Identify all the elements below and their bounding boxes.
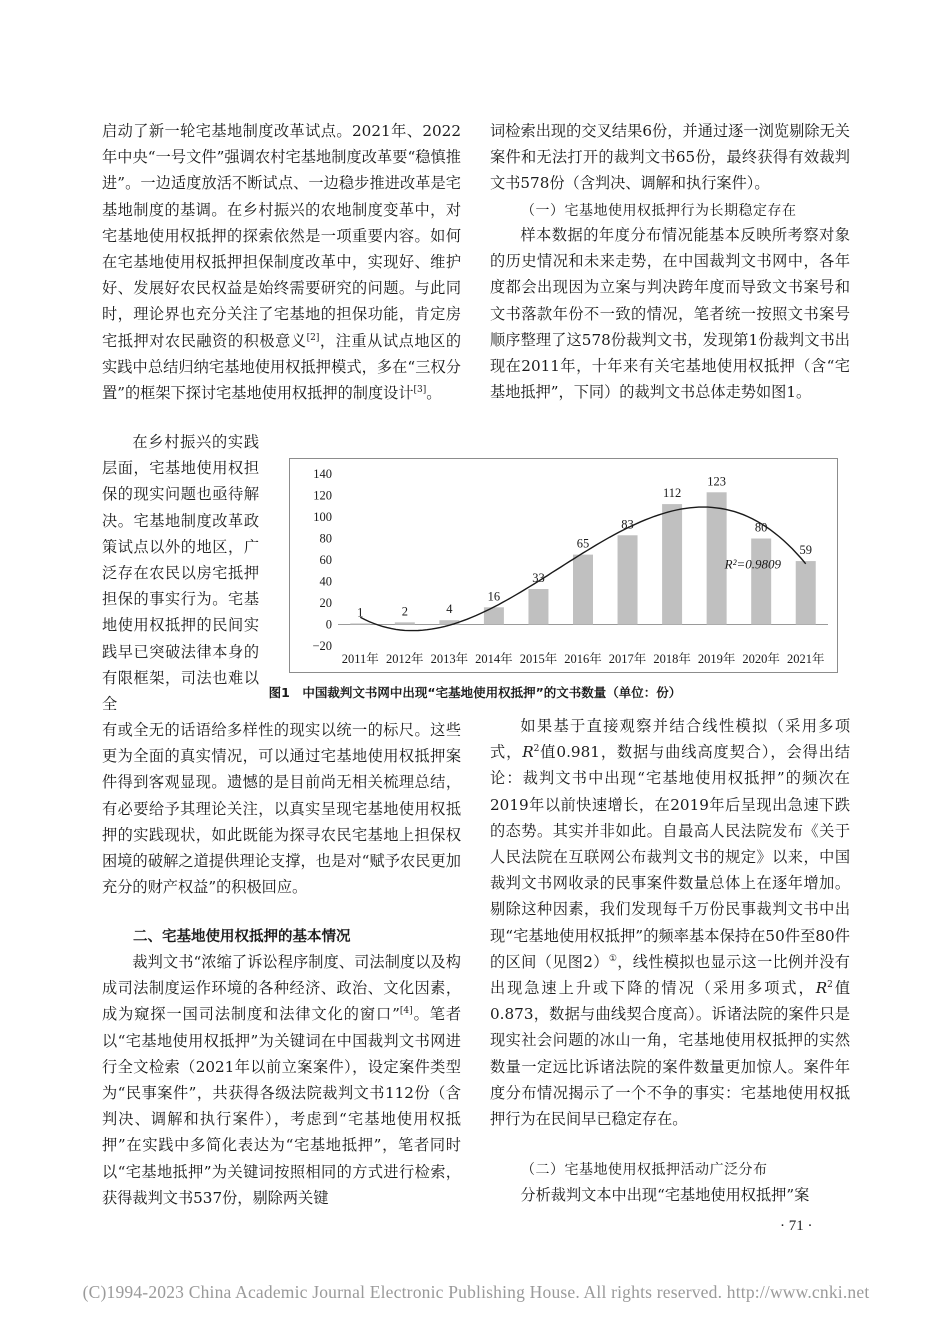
data-label: 59	[799, 543, 812, 558]
bar-2018年	[662, 504, 682, 624]
left-para-2-wide: 有或全无的话语给多样性的现实以统一的标尺。这些更为全面的真实情况，可以通过宅基地使用权抵押案件得到客观显现。遗憾的是目前尚无相关梳理总结，有必要给予其理论关注，以真实呈现宅基地使用权抵押的实践现状，如此既能为探寻农民宅基地上担保权困境的破解之道提供理论支撑，也是对“赋予农民更加充分的财产权益”的积极回应。	[102, 721, 461, 897]
citation-4: [4]	[399, 1006, 413, 1017]
y-tick-label: 40	[319, 574, 332, 589]
x-tick-label: 2021年	[786, 652, 825, 666]
x-tick-label: 2015年	[519, 652, 558, 666]
data-label: 80	[754, 520, 768, 535]
data-label: 83	[621, 517, 634, 532]
data-label: 16	[487, 589, 501, 604]
bar-2017年	[618, 535, 638, 624]
x-tick-label: 2011年	[341, 652, 379, 666]
x-tick-label: 2013年	[430, 652, 469, 666]
bar-2015年	[528, 589, 548, 624]
bar-2020年	[751, 539, 771, 625]
data-label: 123	[707, 474, 727, 489]
copyright-footer: (C)1994-2023 China Academic Journal Electronic Publishing House. All rights reserved. http://www.cnki.net	[82, 1282, 870, 1302]
bar-2012年	[395, 622, 415, 624]
y-tick-label: 80	[319, 531, 332, 546]
left-para-3: 裁判文书“浓缩了诉讼程序制度、司法制度以及构成司法制度运作环境的各种经济、政治、文化因素，成为窥探一国司法制度和法律文化的窗口”[4]。笔者以“宅基地使用权抵押”为关键词在中国裁判文书网进行全文检索（2021年以前立案案件），设定案件类型为“民事案件”，共获得各级法院裁判文书112份（含判决、调解和执行案件），考虑到“宅基地使用权抵押”在实践中多简化表达为“宅基地抵押”，笔者同时以“宅基地抵押”为关键词按照相同的方式进行检索，获得裁判文书537份，剔除两关键	[102, 953, 462, 1207]
data-label: 4	[446, 602, 453, 617]
data-label: 33	[532, 571, 545, 586]
x-tick-label: 2017年	[608, 652, 647, 666]
x-tick-label: 2014年	[475, 652, 513, 666]
right-para-1: 词检索出现的交叉结果6份，并通过逐一浏览剔除无关案件和无法打开的裁判文书65份，最终获得有效裁判文书578份（含判决、调解和执行案件）。	[490, 122, 850, 193]
right-para-3: 如果基于直接观察并结合线性模拟（采用多项式，$R^2$值0.981，数据与曲线高度契合），会得出结论：裁判文书中出现“宅基地使用权抵押”的频次在2019年以前快速增长，在2019年后呈现出急速下跌的态势。其实并非如此。自最高人民法院发布《关于人民法院在互联网公布裁判文书的规定》以来，中国裁判文书网收录的民事案件数量总体上在逐年增加。剔除这种因素，我们发现每千万份民事裁判文书中出现“宅基地使用权抵押”的频率基本保持在50件至80件的区间（见图2）①，线性模拟也显示这一比例并没有出现急速上升或下降的情况（采用多项式，$R^2$值0.873，数据与曲线契合度高）。诉诸法院的案件只是现实社会问题的冰山一角，宅基地使用权抵押的实然数量一定远比诉诸法院的案件数量更加惊人。案件年度分布情况揭示了一个不争的事实：宅基地使用权抵押行为在民间早已稳定存在。	[490, 717, 851, 1129]
section-2-heading: 二、宅基地使用权抵押的基本情况	[133, 929, 351, 945]
citation-2: [2]	[306, 332, 320, 343]
x-tick-label: 2012年	[386, 652, 424, 666]
subheading-1: （一）宅基地使用权抵押行为长期稳定存在	[521, 203, 797, 219]
bar-2021年	[796, 561, 816, 624]
y-tick-label: 100	[313, 510, 332, 524]
x-tick-label: 2016年	[564, 652, 602, 666]
y-tick-label: 60	[319, 553, 332, 567]
page-number: · 71 ·	[780, 1218, 813, 1234]
y-tick-label: 120	[313, 488, 332, 503]
x-tick-label: 2020年	[742, 652, 780, 666]
bar-2016年	[573, 555, 593, 625]
r-squared-label: R²=0.9809	[724, 556, 782, 572]
x-tick-label: 2019年	[697, 652, 736, 666]
subheading-2: （二）宅基地使用权抵押活动广泛分布	[521, 1162, 768, 1178]
footnote-1: ①	[608, 953, 618, 964]
right-para-2: 样本数据的年度分布情况能基本反映所考察对象的历史情况和未来走势，在中国裁判文书网中，各年度都会出现因为立案与判决跨年度而导致文书案号和文书落款年份不一致的情况，笔者统一按照文书案号顺序整理了这578份裁判文书，发现第1份裁判文书出现在2011年，十年来有关宅基地使用权抵押（含“宅基地抵押”，下同）的裁判文书总体走势如图1。	[490, 226, 850, 402]
y-tick-label: 140	[313, 467, 332, 481]
left-para-1: 启动了新一轮宅基地制度改革试点。2021年、2022年中央“一号文件”强调农村宅基地制度改革要“稳慎推进”。一边适度放活不断试点、一边稳步推进改革是宅基地制度的基调。在乡村振兴的农地制度变革中，对宅基地使用权抵押的探索依然是一项重要内容。如何在宅基地使用权抵押担保制度改革中，实现好、维护好、发展好农民权益是始终需要研究的问题。与此同时，理论界也充分关注了宅基地的担保功能，肯定房宅抵押对农民融资的积极意义[2]，注重从试点地区的实践中总结归纳宅基地使用权抵押模式，多在“三权分置”的框架下探讨宅基地使用权抵押的制度设计[3]。	[102, 122, 462, 403]
bar-2019年	[707, 492, 727, 624]
data-label: 112	[662, 486, 682, 501]
data-label: 2	[401, 604, 408, 619]
bar-chart	[290, 459, 837, 672]
figure-1-chart	[289, 458, 838, 673]
y-tick-label: 0	[325, 617, 332, 632]
y-tick-label: −20	[312, 639, 332, 653]
x-tick-label: 2018年	[653, 652, 691, 666]
data-label: 65	[576, 536, 590, 551]
y-tick-label: 20	[319, 596, 332, 610]
citation-3: [3]	[413, 384, 427, 395]
data-label: 1	[357, 605, 364, 620]
right-para-4: 分析裁判文本中出现“宅基地使用权抵押”案	[520, 1186, 810, 1204]
left-para-2-narrow: 在乡村振兴的实践层面，宅基地使用权担保的现实问题也亟待解决。宅基地制度改革政策试点以外的地区，广泛存在农民以房宅抵押担保的事实行为。宅基地使用权抵押的民间实践早已突破法律本身的有限框架，司法也难以全	[102, 433, 259, 714]
bar-2011年	[350, 623, 370, 624]
figure-1-caption: 图1 中国裁判文书网中出现“宅基地使用权抵押”的文书数量（单位：份）	[268, 685, 682, 700]
